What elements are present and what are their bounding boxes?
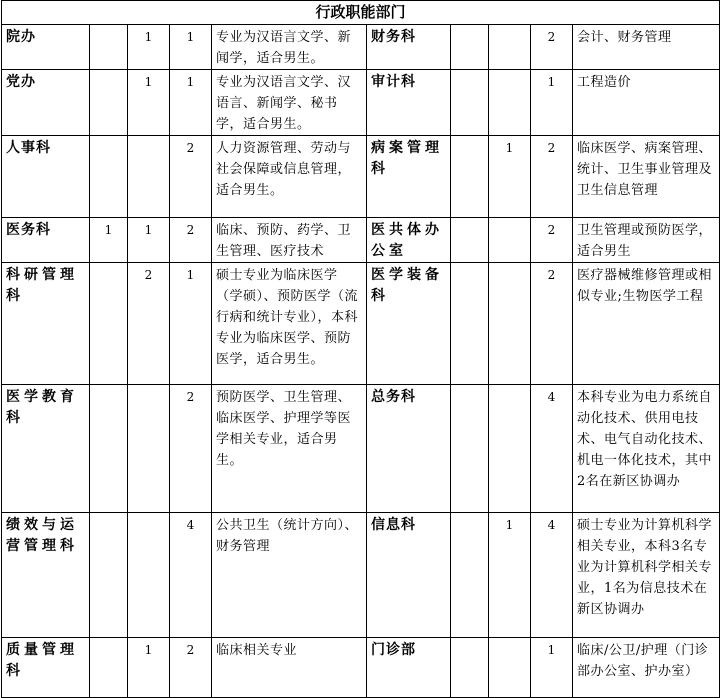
right-count-cell: 2 (531, 25, 573, 70)
right-count-cell: 4 (531, 385, 573, 513)
right-count-cell (489, 263, 531, 385)
right-department-name: 医共体办公室 (367, 218, 451, 263)
left-requirement-text: 临床相关专业 (212, 638, 367, 698)
left-requirement-text: 公共卫生（统计方向）、财务管理 (212, 513, 367, 638)
right-requirement-text: 会计、财务管理 (573, 25, 720, 70)
left-department-name: 医务科 (2, 218, 90, 263)
left-count-cell (128, 136, 170, 218)
right-count-cell (451, 638, 489, 698)
left-requirement-text: 专业为汉语言文学、新闻学，适合男生。 (212, 25, 367, 70)
right-requirement-text: 临床/公卫/护理（门诊部办公室、护办室） (573, 638, 720, 698)
left-count-cell: 1 (128, 70, 170, 136)
left-count-cell: 1 (128, 25, 170, 70)
left-count-cell (90, 70, 128, 136)
right-count-cell (451, 218, 489, 263)
left-department-name: 绩效与运营管理科 (2, 513, 90, 638)
left-count-cell (90, 385, 128, 513)
table-row (2, 218, 720, 263)
left-requirement-text: 预防医学、卫生管理、临床医学、护理学等医学相关专业，适合男生。 (212, 385, 367, 513)
left-department-name: 院办 (2, 25, 90, 70)
left-count-cell: 1 (170, 70, 212, 136)
right-count-cell: 1 (531, 70, 573, 136)
table-row (2, 638, 720, 698)
left-count-cell: 1 (128, 638, 170, 698)
left-requirement-text: 人力资源管理、劳动与社会保障或信息管理，适合男生。 (212, 136, 367, 218)
right-department-name: 财务科 (367, 25, 451, 70)
right-count-cell (489, 25, 531, 70)
right-count-cell: 2 (531, 218, 573, 263)
right-count-cell (489, 70, 531, 136)
right-requirement-text: 本科专业为电力系统自动化技术、供用电技术、电气自动化技术、机电一体化技术，其中2名在新区协调办 (573, 385, 720, 513)
recruitment-table (1, 0, 720, 698)
left-count-cell (90, 263, 128, 385)
left-count-cell: 2 (128, 263, 170, 385)
left-count-cell (128, 513, 170, 638)
left-department-name: 质量管理科 (2, 638, 90, 698)
left-count-cell: 2 (170, 136, 212, 218)
right-count-cell (451, 25, 489, 70)
right-department-name: 病案管理科 (367, 136, 451, 218)
left-count-cell (90, 513, 128, 638)
right-count-cell (451, 136, 489, 218)
right-count-cell (489, 218, 531, 263)
left-count-cell: 2 (170, 638, 212, 698)
left-count-cell (90, 25, 128, 70)
right-count-cell: 1 (531, 638, 573, 698)
left-count-cell (128, 385, 170, 513)
left-department-name: 科研管理科 (2, 263, 90, 385)
right-count-cell (451, 263, 489, 385)
left-count-cell: 1 (128, 218, 170, 263)
right-count-cell: 4 (531, 513, 573, 638)
right-count-cell: 2 (531, 136, 573, 218)
left-count-cell: 2 (170, 385, 212, 513)
left-requirement-text: 硕士专业为临床医学（学硕）、预防医学（流行病和统计专业），本科专业为临床医学、预防医学，适合男生。 (212, 263, 367, 385)
table-row (2, 25, 720, 70)
left-count-cell: 1 (170, 25, 212, 70)
right-requirement-text: 临床医学、病案管理、统计、卫生事业管理及卫生信息管理 (573, 136, 720, 218)
table-row (2, 70, 720, 136)
right-department-name: 信息科 (367, 513, 451, 638)
table-row (2, 513, 720, 638)
right-count-cell (489, 385, 531, 513)
right-requirement-text: 医疗器械维修管理或相似专业;生物医学工程 (573, 263, 720, 385)
right-count-cell: 2 (531, 263, 573, 385)
right-count-cell (451, 70, 489, 136)
left-count-cell: 1 (170, 263, 212, 385)
table-row (2, 136, 720, 218)
right-department-name: 门诊部 (367, 638, 451, 698)
table-title: 行政职能部门 (2, 1, 720, 25)
right-count-cell (451, 513, 489, 638)
left-requirement-text: 临床、预防、药学、卫生管理、医疗技术 (212, 218, 367, 263)
table-row (2, 385, 720, 513)
left-department-name: 党办 (2, 70, 90, 136)
right-department-name: 审计科 (367, 70, 451, 136)
left-count-cell: 1 (90, 218, 128, 263)
left-count-cell (90, 638, 128, 698)
right-count-cell: 1 (489, 136, 531, 218)
left-department-name: 人事科 (2, 136, 90, 218)
right-requirement-text: 卫生管理或预防医学，适合男生 (573, 218, 720, 263)
left-count-cell: 4 (170, 513, 212, 638)
right-department-name: 医学装备科 (367, 263, 451, 385)
right-department-name: 总务科 (367, 385, 451, 513)
table-row (2, 263, 720, 385)
right-count-cell (489, 638, 531, 698)
left-department-name: 医学教育科 (2, 385, 90, 513)
right-count-cell: 1 (489, 513, 531, 638)
left-count-cell (90, 136, 128, 218)
right-requirement-text: 工程造价 (573, 70, 720, 136)
left-count-cell: 2 (170, 218, 212, 263)
left-requirement-text: 专业为汉语言文学、汉语言、新闻学、秘书学，适合男生。 (212, 70, 367, 136)
right-requirement-text: 硕士专业为计算机科学相关专业，本科3名专业为计算机科学相关专业，1名为信息技术在新区协调办 (573, 513, 720, 638)
right-count-cell (451, 385, 489, 513)
